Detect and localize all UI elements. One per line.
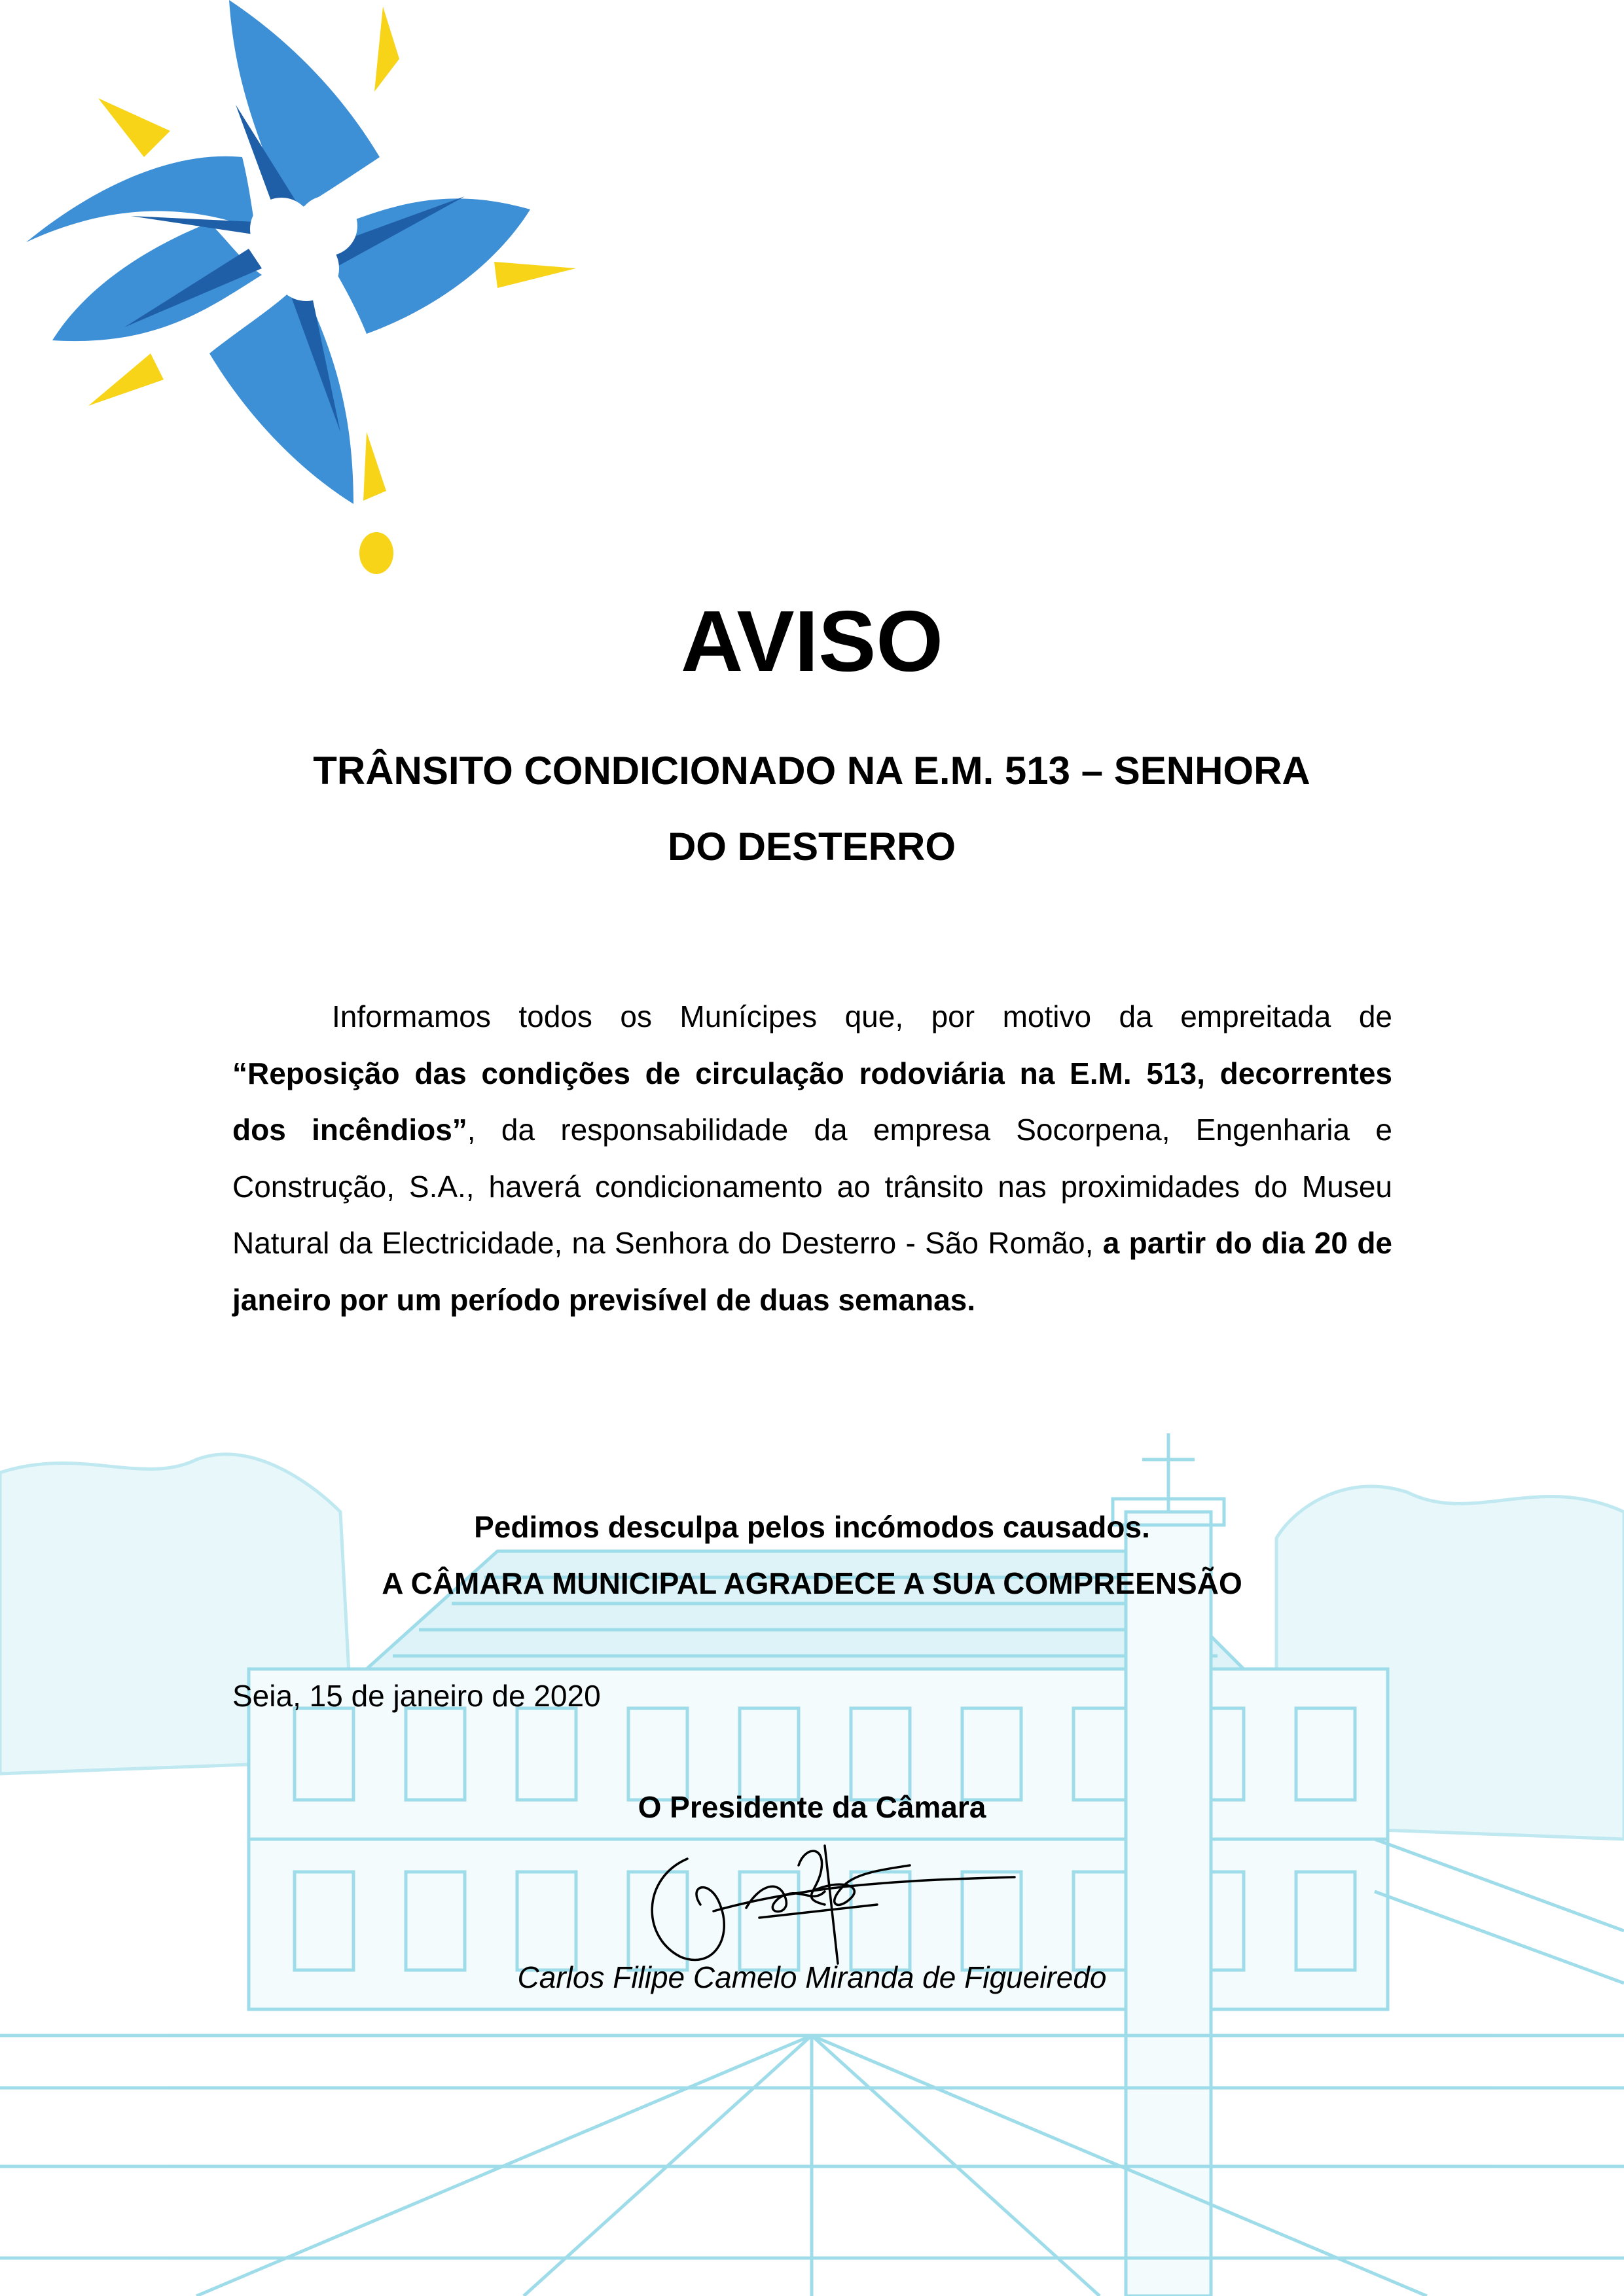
subtitle-line-1: TRÂNSITO CONDICIONADO NA E.M. 513 – SENHORA (313, 749, 1310, 793)
municipal-flower-logo (13, 0, 589, 589)
notice-date: Seia, 15 de janeiro de 2020 (232, 1679, 601, 1713)
signatory-role: O Presidente da Câmara (638, 1790, 986, 1824)
thanks-text: A CÂMARA MUNICIPAL AGRADECE A SUA COMPREENSÃO (382, 1566, 1242, 1600)
handwritten-signature (628, 1806, 1021, 1970)
apology-text: Pedimos desculpa pelos incómodos causados. (474, 1510, 1150, 1544)
body-middle: , da responsabilidade da empresa Socorpena, Engenharia e Construção, S.A., haverá condicionamento ao trânsito nas proximidades do Museu Natural da Electricidade, na Senhora do Desterro - São Romão, (232, 1113, 1393, 1260)
body-intro: Informamos todos os Munícipes que, por motivo da empreitada de (332, 999, 1392, 1033)
subtitle-line-2: DO DESTERRO (667, 825, 956, 869)
body-project-name: “Reposição das condições de circulação rodoviária na E.M. 513, decorrentes dos incêndios” (232, 1056, 1392, 1147)
notice-body (232, 988, 1392, 1328)
notice-title: AVISO (681, 593, 943, 689)
body-period: a partir do dia 20 de janeiro por um período previsível de duas semanas. (232, 1226, 1392, 1317)
notice-subtitle (242, 733, 1381, 885)
signatory-name: Carlos Filipe Camelo Miranda de Figueiredo (517, 1960, 1107, 1994)
